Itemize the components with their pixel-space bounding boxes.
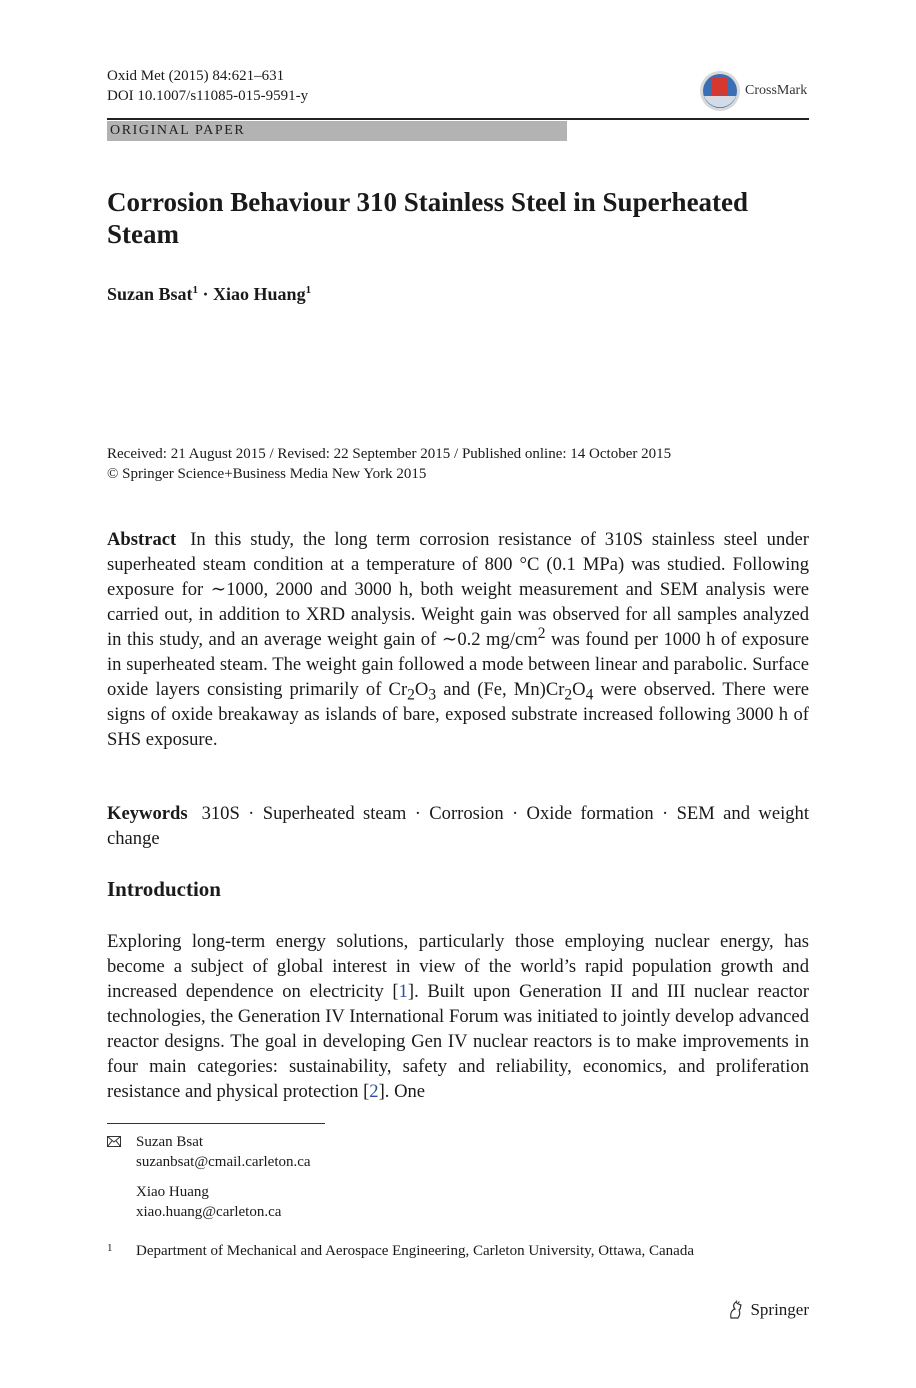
paragraph-text: ]. Built upon Generation II and III nuclear reactor technologies, the Generation IV International Forum was initiated to jointly develop advanced reactor designs. The goal in developing Gen IV nuclear reactors is to make improvements in four main categories: sustainability, safety and reliability, economics, and proliferation resistance and physical protection [ xyxy=(107,981,809,1102)
footnote-rule xyxy=(107,1123,325,1124)
paragraph-text: ]. One xyxy=(378,1081,426,1102)
subscript: 2 xyxy=(407,686,415,704)
publisher-name: Springer xyxy=(750,1300,809,1319)
subscript: 4 xyxy=(585,686,594,704)
crossmark-icon xyxy=(699,70,741,112)
introduction-paragraph xyxy=(107,929,809,1104)
journal-info xyxy=(107,67,308,106)
author-name[interactable]: Suzan Bsat xyxy=(107,284,193,304)
abstract-text: and (Fe, Mn)Cr xyxy=(436,679,565,700)
corresponding-author xyxy=(107,1132,311,1172)
keywords-label: Keywords xyxy=(107,803,188,824)
co-author-contact xyxy=(107,1182,281,1222)
abstract-text: O xyxy=(572,679,586,700)
abstract-text: O xyxy=(414,679,429,700)
section-heading-introduction: Introduction xyxy=(107,877,221,901)
copyright-line: © Springer Science+Business Media New York 2015 xyxy=(107,466,427,482)
keywords-text: 310S · Superheated steam · Corrosion · Oxide formation · SEM and weight change xyxy=(107,803,809,849)
crossmark-label: CrossMark xyxy=(745,83,808,98)
contact-email[interactable]: suzanbsat@cmail.carleton.ca xyxy=(136,1154,311,1170)
subscript: 2 xyxy=(564,686,573,704)
affiliation-text: Department of Mechanical and Aerospace Engineering, Carleton University, Ottawa, Canada xyxy=(136,1243,694,1259)
abstract-label: Abstract xyxy=(107,529,177,550)
history-dates: Received: 21 August 2015 / Revised: 22 September 2015 / Published online: 14 October 2015 xyxy=(107,446,672,462)
springer-horse-icon xyxy=(727,1300,745,1320)
section-label: ORIGINAL PAPER xyxy=(107,121,567,141)
author-affil-mark: 1 xyxy=(192,284,199,296)
doi[interactable]: DOI 10.1007/s11085-015-9591-y xyxy=(107,87,309,104)
abstract-text: In this study, the long term corrosion resistance of 310S stainless steel under superheated steam condition at a temperature of 800 °C (0.1 MPa) was studied. Following exposure for ∼1000, 2000 and 3000 h, both weight measurement and SEM analysis were carried out, in addition to XRD analysis. Weight gain was observed for all samples analyzed in this study, and an average weight gain of ∼0.2 mg/cm xyxy=(107,529,809,650)
abstract-text: was found per 1000 h of exposure in superheated steam. The weight gain followed a mode between linear and parabolic. Surface oxide layers consisting primarily of Cr xyxy=(107,629,809,700)
abstract xyxy=(107,527,809,752)
publication-dates xyxy=(107,444,809,484)
header-rule xyxy=(107,118,809,120)
publisher-logo xyxy=(727,1300,809,1320)
citation-link[interactable]: 2 xyxy=(369,1081,379,1102)
contact-name: Suzan Bsat xyxy=(136,1134,204,1150)
citation-link[interactable]: 1 xyxy=(398,981,408,1002)
abstract-text: were observed. There were signs of oxide breakaway as islands of bare, exposed substrate increased following 3000 h of SHS exposure. xyxy=(107,679,809,750)
author-affil-mark: 1 xyxy=(305,284,312,296)
author-list xyxy=(107,284,311,305)
journal-citation: Oxid Met (2015) 84:621–631 xyxy=(107,68,285,84)
author-separator: · xyxy=(202,284,209,304)
subscript: 3 xyxy=(428,686,437,704)
contact-email[interactable]: xiao.huang@carleton.ca xyxy=(136,1204,282,1220)
crossmark-badge[interactable] xyxy=(699,70,807,112)
superscript: 2 xyxy=(537,624,546,642)
affiliation xyxy=(107,1241,694,1261)
paper-title: Corrosion Behaviour 310 Stainless Steel in Superheated Steam xyxy=(107,187,749,249)
contact-name: Xiao Huang xyxy=(136,1184,209,1200)
keywords xyxy=(107,801,809,851)
affiliation-number: 1 xyxy=(107,1242,113,1254)
author-name[interactable]: Xiao Huang xyxy=(213,284,306,304)
envelope-icon xyxy=(107,1136,121,1147)
paragraph-text: Exploring long-term energy solutions, particularly those employing nuclear energy, has become a subject of global interest in view of the world’s rapid population growth and increased dependence on electricity [ xyxy=(107,931,809,1002)
